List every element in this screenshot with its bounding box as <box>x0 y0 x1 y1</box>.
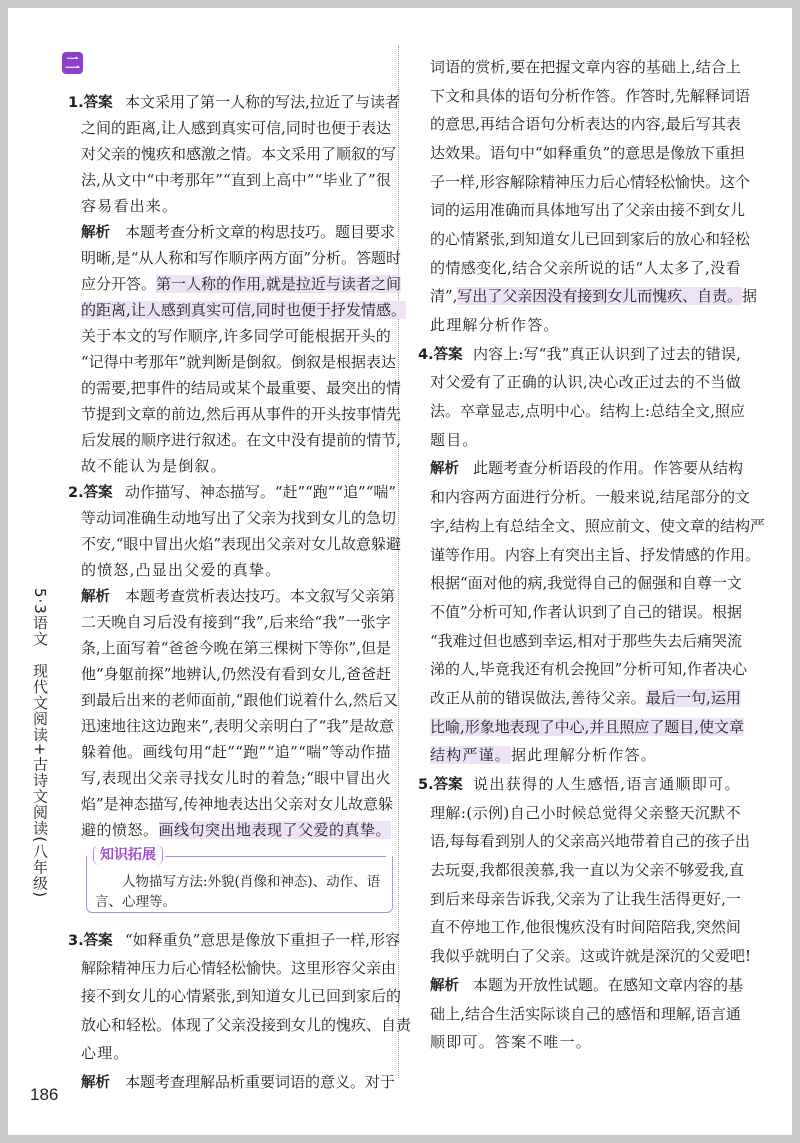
answer-label <box>68 929 125 950</box>
text-line <box>68 374 401 400</box>
line-body <box>418 142 745 163</box>
text-line <box>68 270 401 296</box>
line-body <box>418 371 741 392</box>
knowledge-box-line: 人物描写方法:外貌(肖像和神态)、动作、语 <box>122 874 381 890</box>
line-body <box>418 486 750 507</box>
line-text: 写,表现出父亲寻找女儿时的着急;“眼中冒出火 <box>81 768 391 787</box>
line-text <box>81 299 406 320</box>
line-body <box>68 429 401 450</box>
line-body <box>68 533 401 554</box>
line-text: 二天晚自习后没有接到“我”,后来给“我”一张字 <box>81 612 391 631</box>
line-text: 的心情紧张,到知道女儿已回到家后的放心和轻松 <box>430 229 750 248</box>
line-text: 去玩耍,我都很羡慕,我一直以为父亲不够爱我,直 <box>430 861 744 880</box>
line-body <box>418 171 750 192</box>
line-text: 础上,结合生活实际谈自己的感悟和理解,语言通 <box>430 1004 741 1023</box>
label-text: 答案 <box>83 932 113 949</box>
line-body <box>418 429 741 450</box>
line-body <box>68 247 401 268</box>
question-number: 4. <box>418 346 434 363</box>
label-text: 答案 <box>83 484 113 501</box>
text-line <box>418 224 750 253</box>
text-line <box>68 296 406 322</box>
question-number: 5. <box>418 777 434 794</box>
line-text: 谨等作用。内容上有突出主旨、抒发情感的作用。 <box>430 545 760 564</box>
text-line <box>418 540 760 569</box>
text-line <box>418 511 765 540</box>
line-text: 本题考查理解品析重要词语的意义。对于 <box>125 1072 395 1091</box>
line-body <box>68 767 391 788</box>
plain-text: 据 <box>742 287 757 306</box>
line-body <box>418 658 747 679</box>
analysis-block <box>68 582 398 842</box>
text-line <box>418 712 744 741</box>
text-line <box>418 884 741 913</box>
line-body <box>418 285 757 306</box>
line-body <box>68 637 391 658</box>
highlighted-text: 最后一句,运用 <box>645 688 741 707</box>
line-text: 不安,“眼中冒出火焰”表现出父亲对女儿故意躲避 <box>81 534 401 553</box>
text-line <box>418 339 741 368</box>
line-text: 涕的人,毕竟我还有机会挽回”分析可知,作者决心 <box>430 660 747 679</box>
text-line <box>418 941 751 970</box>
text-line <box>68 556 391 582</box>
text-line <box>68 925 400 953</box>
text-line <box>418 855 744 884</box>
plain-text: 避的愤怒。 <box>81 820 159 839</box>
line-body <box>125 585 395 606</box>
answer-label <box>68 481 125 502</box>
line-body <box>68 689 398 710</box>
answer-block <box>418 769 741 798</box>
line-body <box>418 515 765 536</box>
answer-block <box>68 88 400 218</box>
line-text <box>81 819 391 840</box>
line-text: 子一样,形容解除精神压力后心情轻松愉快。这个 <box>430 172 750 191</box>
question-number: 1. <box>68 94 84 111</box>
line-body <box>68 169 391 190</box>
knowledge-box <box>86 847 393 913</box>
text-line <box>418 253 741 282</box>
knowledge-box-line: 言、心理等。 <box>95 894 176 910</box>
text-line <box>418 81 750 110</box>
text-line <box>418 769 741 798</box>
text-line <box>68 140 396 166</box>
line-text <box>81 273 401 294</box>
line-text: 此理解分析作答。 <box>430 316 560 335</box>
line-body <box>125 91 400 112</box>
question-number: 2. <box>68 484 84 501</box>
line-body <box>418 314 741 335</box>
text-line <box>418 568 741 597</box>
plain-text: 清”, <box>430 287 458 306</box>
line-text: 躲着他。画线句用“赶”“跑”“追”“喘”等动作描 <box>81 742 391 761</box>
text-line <box>68 400 401 426</box>
line-text: 词语的赏析,要在把握文章内容的基础上,结合上 <box>430 57 741 76</box>
line-body <box>418 1031 741 1052</box>
text-line <box>68 712 394 738</box>
text-line <box>68 582 395 608</box>
line-text: 本题为开放性试题。在感知文章内容的基 <box>473 975 743 994</box>
line-body <box>68 819 391 840</box>
answer-label <box>418 343 473 364</box>
column-divider <box>398 46 399 1078</box>
line-text: 的情感变化,结合父亲所说的话“人太多了,没看 <box>430 258 741 277</box>
line-text: 本文采用了第一人称的写法,拉近了与读者 <box>125 92 400 111</box>
text-line <box>68 764 391 790</box>
page-number: 186 <box>30 1085 59 1104</box>
answer-block <box>68 925 411 1067</box>
right-column <box>418 52 765 1056</box>
label-text: 答案 <box>83 94 113 111</box>
knowledge-box-body <box>95 872 384 912</box>
line-text: 语,每每看到别人的父亲高兴地带着自己的孩子出 <box>430 832 750 851</box>
text-line <box>68 608 391 634</box>
text-line <box>418 109 741 138</box>
highlighted-text: 第一人称的作用,就是拉近与读者之间 <box>156 274 401 293</box>
line-text: 后发展的顺序进行叙述。在文中没有提前的情节, <box>81 430 401 449</box>
answers-1-2 <box>68 88 406 842</box>
analysis-label <box>418 457 473 478</box>
text-line <box>68 192 391 218</box>
answer-block <box>68 478 401 582</box>
line-text: 题目。 <box>430 430 479 449</box>
line-body <box>418 802 741 823</box>
answer-block <box>418 339 745 454</box>
analysis-block <box>68 1067 395 1095</box>
line-body <box>418 1003 741 1024</box>
line-body <box>68 663 391 684</box>
analysis-label <box>418 974 473 995</box>
text-line <box>68 1010 411 1038</box>
text-line <box>68 790 391 816</box>
left-column <box>68 88 411 1095</box>
text-line <box>68 660 391 686</box>
book-side-title: 5·3语文 现代文阅读+古诗文阅读(八年级) <box>31 588 49 899</box>
text-line <box>418 138 745 167</box>
line-body <box>68 143 396 164</box>
text-line <box>68 88 400 114</box>
line-body <box>418 199 745 220</box>
line-text <box>430 744 657 765</box>
analysis-label <box>68 1071 125 1092</box>
plain-text: 应分开答。 <box>81 274 157 293</box>
line-body <box>418 830 750 851</box>
text-line <box>418 827 750 856</box>
text-line <box>68 686 398 712</box>
answers-3-5 <box>418 52 765 1056</box>
text-line <box>68 478 396 504</box>
question-number: 3. <box>68 932 84 949</box>
line-body <box>68 985 401 1006</box>
text-line <box>418 195 745 224</box>
line-body <box>68 741 391 762</box>
line-body <box>68 793 393 814</box>
line-text: 下文和具体的语句分析作答。作答时,先解释词语 <box>430 86 750 105</box>
line-text: 我似乎就明白了父亲。这或许就是深沉的父爱吧! <box>430 947 751 966</box>
line-body <box>68 299 406 320</box>
line-text: 和内容两方面进行分析。一般来说,结尾部分的文 <box>430 488 750 507</box>
text-line <box>68 322 391 348</box>
line-body <box>418 687 741 708</box>
highlighted-text: 结构严谨。 <box>430 746 512 765</box>
text-line <box>68 218 395 244</box>
text-line <box>418 970 741 999</box>
line-text: 说出获得的人生感悟,语言通顺即可。 <box>473 775 741 794</box>
line-text: 内容上:写“我”真正认识到了过去的错误, <box>473 344 741 363</box>
analysis-label <box>68 585 125 606</box>
text-line <box>418 482 750 511</box>
answer-label <box>68 91 125 112</box>
line-text: 故不能认为是倒叙。 <box>81 456 227 475</box>
line-text: 法,从文中“中考那年”“直到上高中”“毕业了”很 <box>81 170 391 189</box>
line-body <box>418 257 741 278</box>
analysis-block <box>68 218 406 478</box>
text-block <box>418 798 751 970</box>
line-text: 本题考查赏析表达技巧。本文叙写父亲第 <box>125 586 395 605</box>
line-text: 不值”分析可知,作者认识到了自己的错误。根据 <box>430 602 742 621</box>
section-badge: 二 <box>62 52 83 74</box>
line-body <box>418 630 742 651</box>
text-line <box>68 244 401 270</box>
plain-text: 改正从前的错误做法,善待父亲。 <box>430 688 646 707</box>
line-body <box>418 744 741 765</box>
line-body <box>68 351 396 372</box>
text-line <box>68 530 401 556</box>
text-line <box>418 597 741 626</box>
line-text <box>430 687 741 708</box>
line-text: 条,上面写着“爸爸今晚在第三棵树下等你”,但是 <box>81 638 391 657</box>
line-text: 动作描写、神态描写。“赶”“跑”“追”“喘” <box>125 482 396 501</box>
answer-label <box>418 773 473 794</box>
line-body <box>68 1042 391 1063</box>
label-text: 解析 <box>81 224 110 241</box>
line-body <box>418 601 742 622</box>
text-line <box>68 426 401 452</box>
line-body <box>68 559 391 580</box>
line-body <box>68 403 401 424</box>
line-text: 到最后出来的老师面前,“跟他们说着什么,然后又 <box>81 690 398 709</box>
line-text: 根据“面对他的病,我觉得自己的倔强和自尊一文 <box>430 574 742 593</box>
line-text: 关于本文的写作顺序,许多同学可能根据开头的 <box>81 326 391 345</box>
line-body <box>418 544 760 565</box>
line-body <box>68 455 391 476</box>
text-line <box>418 425 741 454</box>
line-text: 节提到文章的前边,然后再从事件的开头按事情先 <box>81 404 401 423</box>
line-body <box>418 228 750 249</box>
line-body <box>473 974 743 995</box>
textbook-page <box>8 8 792 1135</box>
text-line <box>418 626 741 655</box>
text-line <box>418 167 750 196</box>
line-text: 的需要,把事件的结局或某个最重要、最突出的情 <box>81 378 401 397</box>
plain-text: 据此理解分析作答。 <box>511 746 657 765</box>
text-line <box>418 741 741 770</box>
highlighted-text: 写出了父亲因没有接到女儿而愧疚、自责。 <box>457 287 743 306</box>
text-line <box>418 798 741 827</box>
highlighted-text: 的距离,让人感到真实可信,同时也便于抒发情感。 <box>81 300 406 319</box>
text-line <box>418 52 741 81</box>
text-line <box>418 310 741 339</box>
line-text: 此题考查分析语段的作用。作答要从结构 <box>473 459 743 478</box>
label-text: 解析 <box>430 461 459 478</box>
line-text: 的愤怒,凸显出父爱的真挚。 <box>81 560 282 579</box>
line-body <box>125 1071 395 1092</box>
label-text: 解析 <box>81 588 110 605</box>
line-body <box>68 1014 411 1035</box>
knowledge-box-title: 知识拓展 <box>93 845 163 865</box>
line-body <box>418 572 742 593</box>
text-line <box>68 114 391 140</box>
text-line <box>418 999 741 1028</box>
line-body <box>473 773 741 794</box>
line-text: 心理。 <box>81 1044 130 1063</box>
text-line <box>418 913 741 942</box>
text-line <box>68 166 391 192</box>
line-text: 字,结构上有总结全文、照应前文、使文章的结构严 <box>430 516 765 535</box>
line-text: 达效果。语句中“如释重负”的意思是像放下重担 <box>430 143 745 162</box>
line-text: “我难过但也感到幸运,相对于那些失去后痛哭流 <box>430 631 742 650</box>
text-line <box>418 396 745 425</box>
line-body <box>68 957 396 978</box>
line-text: 到后来母亲告诉我,父亲为了让我生活得更好,一 <box>430 889 741 908</box>
line-text: 直不停地工作,他很愧疚没有时间陪陪我,突然间 <box>430 918 741 937</box>
line-text: 解除精神压力后心情轻松愉快。这里形容父亲由 <box>81 959 396 978</box>
line-body <box>418 859 744 880</box>
line-text: 对父爱有了正确的认识,决心改正过去的不当做 <box>430 373 741 392</box>
line-body <box>68 377 401 398</box>
text-line <box>418 683 741 712</box>
line-body <box>418 945 751 966</box>
line-text: 法。卒章显志,点明中心。结构上:总结全文,照应 <box>430 402 745 421</box>
line-body <box>125 481 396 502</box>
text-line <box>68 452 391 478</box>
line-body <box>68 273 401 294</box>
line-text: 的意思,再结合语句分析表达的内容,最后写其表 <box>430 115 741 134</box>
line-text <box>430 716 744 737</box>
text-line <box>418 282 757 311</box>
line-text <box>430 285 757 306</box>
line-body <box>473 457 743 478</box>
line-text: 等动词准确生动地写出了父亲为找到女儿的急切 <box>81 508 396 527</box>
analysis-block <box>418 970 741 1056</box>
text-line <box>68 953 396 981</box>
label-text: 答案 <box>433 346 463 363</box>
line-body <box>68 507 396 528</box>
line-body <box>68 117 391 138</box>
line-text: 焰”是神态描写,传神地表达出父亲对女儿故意躲 <box>81 794 393 813</box>
line-body <box>473 343 741 364</box>
label-text: 答案 <box>433 777 463 794</box>
line-text: 明晰,是“从人称和写作顺序两方面”分析。答题时 <box>81 248 401 267</box>
line-text: 本题考查分析文章的构思技巧。题目要求 <box>125 222 395 241</box>
line-body <box>418 85 750 106</box>
line-text: 容易看出来。 <box>81 196 179 215</box>
line-body <box>418 56 741 77</box>
text-line <box>418 1027 741 1056</box>
line-text: “如释重负”意思是像放下重担子一样,形容 <box>125 930 400 949</box>
highlighted-text: 画线句突出地表现了父爱的真挚。 <box>158 820 391 839</box>
line-body <box>68 611 391 632</box>
line-body <box>418 916 741 937</box>
line-text: 词的运用准确而具体地写出了父亲由接不到女儿 <box>430 201 745 220</box>
label-text: 解析 <box>430 977 459 994</box>
line-body <box>68 715 394 736</box>
text-line <box>68 348 396 374</box>
text-line <box>68 634 391 660</box>
analysis-block <box>418 454 765 770</box>
text-block <box>418 52 757 339</box>
line-text: 顺即可。答案不唯一。 <box>430 1033 593 1052</box>
line-body <box>418 716 744 737</box>
line-text: 理解:(示例)自己小时候总觉得父亲整天沉默不 <box>430 803 741 822</box>
text-line <box>68 816 391 842</box>
analysis-label <box>68 221 125 242</box>
line-body <box>418 400 745 421</box>
line-body <box>68 195 391 216</box>
line-text: 放心和轻松。体现了父亲没接到女儿的愧疚、自责 <box>81 1015 411 1034</box>
text-line <box>68 1067 395 1095</box>
highlighted-text: 比喻,形象地表现了中心,并且照应了题目,使文章 <box>430 717 744 736</box>
text-line <box>68 738 391 764</box>
line-body <box>418 888 741 909</box>
line-body <box>68 325 391 346</box>
text-line <box>68 1039 391 1067</box>
line-text: 之间的距离,让人感到真实可信,同时也便于表达 <box>81 118 391 137</box>
label-text: 解析 <box>81 1074 110 1091</box>
line-text: 他“身躯前探”地辨认,仍然没有看到女儿,爸爸赶 <box>81 664 391 683</box>
line-text: 接不到女儿的心情紧张,到知道女儿已回到家后的 <box>81 987 401 1006</box>
text-line <box>418 368 741 397</box>
text-line <box>68 504 396 530</box>
line-text: 对父亲的愧疚和感激之情。本文采用了顺叙的写 <box>81 144 396 163</box>
text-line <box>68 982 401 1010</box>
line-body <box>418 113 741 134</box>
line-text: “记得中考那年”就判断是倒叙。倒叙是根据表达 <box>81 352 396 371</box>
text-line <box>418 454 741 483</box>
line-text: 迅速地往这边跑来”,表明父亲明白了“我”是故意 <box>81 716 394 735</box>
line-body <box>125 929 400 950</box>
text-line <box>418 654 747 683</box>
answer-3 <box>68 925 411 1095</box>
line-body <box>125 221 395 242</box>
